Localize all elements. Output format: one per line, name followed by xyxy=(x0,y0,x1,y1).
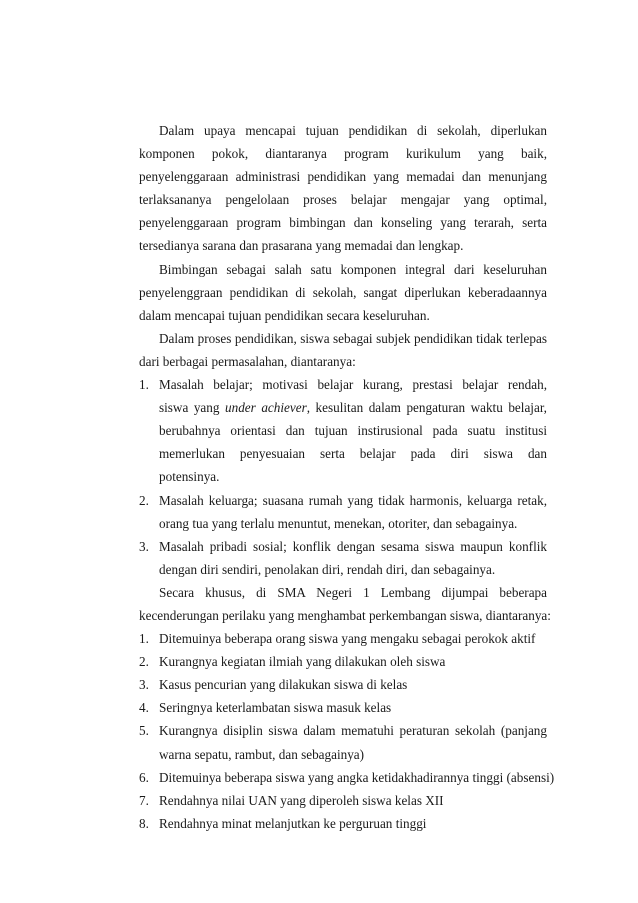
list-item xyxy=(139,812,547,835)
list-line: Kurangnya kegiatan ilmiah yang dilakukan oleh siswa xyxy=(159,654,446,670)
list-line: Kurangnya disiplin siswa dalam mematuhi peraturan sekolah (panjang xyxy=(159,723,547,739)
list-line: Rendahnya minat melanjutkan ke perguruan tinggi xyxy=(159,815,427,831)
paragraph-line: tersedianya sarana dan prasarana yang memadai dan lengkap. xyxy=(139,238,464,254)
list-line: Rendahnya nilai UAN yang diperoleh siswa kelas XII xyxy=(159,792,444,808)
list-number: 6. xyxy=(139,769,149,785)
list-number: 3. xyxy=(139,677,149,693)
list-line: warna sepatu, rambut, dan sebagainya) xyxy=(159,746,365,762)
list-line: orang tua yang terlalu menuntut, menekan, otoriter, dan sebagainya. xyxy=(159,515,518,531)
list-number: 3. xyxy=(139,538,149,554)
paragraph-line: Dalam proses pendidikan, siswa sebagai subjek pendidikan tidak terlepas xyxy=(159,330,547,346)
paragraph-line: komponen pokok, diantaranya program kurikulum yang baik, xyxy=(139,146,547,162)
paragraph-line: Bimbingan sebagai salah satu komponen integral dari keseluruhan xyxy=(159,261,547,277)
list-line: memerlukan penyesuaian serta belajar pada diri siswa dan xyxy=(159,446,547,462)
paragraph-line: dalam mencapai tujuan pendidikan secara keseluruhan. xyxy=(139,307,430,323)
list-line: Masalah keluarga; suasana rumah yang tidak harmonis, keluarga retak, xyxy=(159,492,547,508)
paragraph-line: dari berbagai permasalahan, diantaranya: xyxy=(139,353,356,369)
list-line: Kasus pencurian yang dilakukan siswa di kelas xyxy=(159,677,408,693)
list-number: 1. xyxy=(139,377,149,393)
list-item xyxy=(139,789,547,812)
list-line xyxy=(159,396,547,419)
body-text xyxy=(139,119,555,835)
list-text: siswa yang xyxy=(159,400,226,416)
list-number: 1. xyxy=(139,631,149,647)
list-line: Ditemuinya beberapa siswa yang angka ketidakhadirannya tinggi (absensi) xyxy=(159,769,555,785)
paragraph-line: kecenderungan perilaku yang menghambat perkembangan siswa, diantaranya: xyxy=(139,607,551,623)
list-line: Masalah belajar; motivasi belajar kurang, prestasi belajar rendah, xyxy=(159,377,547,393)
list-item xyxy=(139,627,547,650)
list-item xyxy=(139,489,547,535)
paragraph-line: Dalam upaya mencapai tujuan pendidikan di sekolah, diperlukan xyxy=(159,123,547,138)
list-item xyxy=(139,696,547,719)
list-number: 2. xyxy=(139,492,149,508)
list-number: 7. xyxy=(139,792,149,808)
list-item xyxy=(139,650,547,673)
paragraph-line: terlaksananya pengelolaan proses belajar mengajar yang optimal, xyxy=(139,192,547,208)
list-item xyxy=(139,766,555,789)
italic-term: under achiever xyxy=(225,400,307,416)
list-line: dengan diri sendiri, penolakan diri, rendah diri, dan sebagainya. xyxy=(159,561,496,577)
list-item xyxy=(139,535,547,581)
paragraph-line: Secara khusus, di SMA Negeri 1 Lembang dijumpai beberapa xyxy=(159,584,547,600)
list-item xyxy=(139,673,547,696)
list-item xyxy=(139,719,547,765)
list-line: Seringnya keterlambatan siswa masuk kelas xyxy=(159,700,392,716)
paragraph-line: penyelenggaraan program bimbingan dan konseling yang terarah, serta xyxy=(139,215,547,231)
list-number: 8. xyxy=(139,815,149,831)
list-line: potensinya. xyxy=(159,469,220,485)
paragraph-line: penyelenggaraan administrasi pendidikan yang memadai dan menunjang xyxy=(139,169,547,185)
list-item xyxy=(139,373,547,488)
list-number: 5. xyxy=(139,723,149,739)
list-line: Masalah pribadi sosial; konflik dengan sesama siswa maupun konflik xyxy=(159,538,547,554)
list-number: 4. xyxy=(139,700,149,716)
paragraph-line: penyelenggraan pendidikan di sekolah, sangat diperlukan keberadaannya xyxy=(139,284,547,300)
list-line: berubahnya orientasi dan tujuan instirusional pada suatu institusi xyxy=(159,423,547,439)
list-line: Ditemuinya beberapa orang siswa yang mengaku sebagai perokok aktif xyxy=(159,631,536,647)
list-text: , kesulitan dalam pengaturan waktu belajar, xyxy=(306,400,547,416)
list-number: 2. xyxy=(139,654,149,670)
